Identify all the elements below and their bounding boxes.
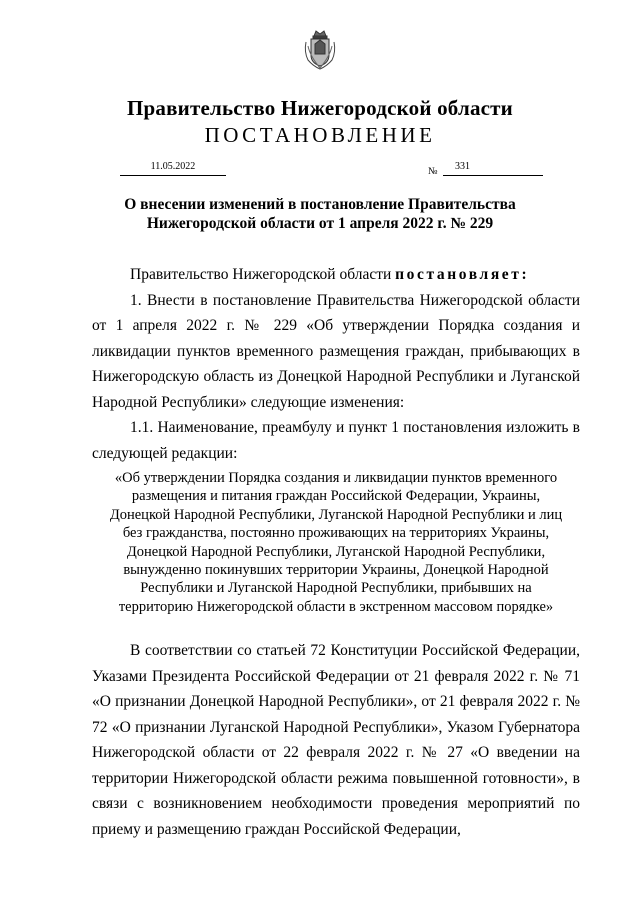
document-type: ПОСТАНОВЛЕНИЕ (204, 123, 436, 147)
quote-line: «Об утверждении Порядка создания и ликвидации пунктов временного (114, 470, 558, 486)
document-subject (100, 195, 540, 233)
intro-prefix: Правительство Нижегородской области (130, 266, 396, 283)
coat-of-arms-icon (302, 28, 338, 72)
document-date: 11.05.2022 (120, 160, 226, 176)
document-number-value: 331 (455, 161, 470, 172)
document-number (443, 160, 543, 176)
paragraph-1-1: 1.1. Наименование, преамбулу и пункт 1 постановления изложить в следующей редакции: (92, 419, 580, 462)
quote-line: территорию Нижегородской области в экстренном массовом порядке» (118, 598, 554, 615)
quote-line: Донецкой Народной Республики, Луганской Народной Республики и лиц (109, 506, 563, 523)
subject-line: О внесении изменений в постановление Правительства (124, 196, 516, 213)
quote-line: без гражданства, постоянно проживающих на территориях Украины, (122, 525, 550, 542)
government-name: Правительство Нижегородской области (127, 96, 513, 120)
number-label: № (428, 166, 438, 177)
subject-line: Нижегородской области от 1 апреля 2022 г. № 229 (146, 215, 494, 232)
quoted-title (92, 469, 580, 616)
intro-paragraph (92, 262, 580, 288)
quote-line: вынужденно покинувших территории Украины, Донецкой Народной (123, 562, 549, 579)
document-body (92, 262, 580, 842)
intro-verb: постановляет: (395, 266, 530, 283)
quote-line: Донецкой Народной Республики, Луганской Народной Республики, (126, 543, 546, 560)
quote-line: Республики и Луганской Народной Республики, прибывших на (140, 580, 532, 597)
paragraph-1: 1. Внести в постановление Правительства Нижегородской области от 1 апреля 2022 г. № 229 «Об утверждении Порядка создания и ликвидации пунктов временного размещения граждан, прибывающих в Нижегородскую область из Донецкой Народной Республики и Луганской Народной Республики» следующие изменения: (92, 291, 580, 411)
paragraph-preamble: В соответствии со статьей 72 Конституции Российской Федерации, Указами Президента Российской Федерации от 21 февраля 2022 г. № 71 «О признании Донецкой Народной Республики», от 21 февраля 2022 г. № 72 «О признании Луганской Народной Республики», Указом Губернатора Нижегородской области от 22 февраля 2022 г. № 27 «О введении на территории Нижегородской области режима повышенной готовности», в связи с возникновением необходимости проведения мероприятий по приему и размещению граждан Российской Федерации, (92, 642, 580, 838)
quote-line: размещения и питания граждан Российской Федерации, Украины, (131, 488, 541, 505)
